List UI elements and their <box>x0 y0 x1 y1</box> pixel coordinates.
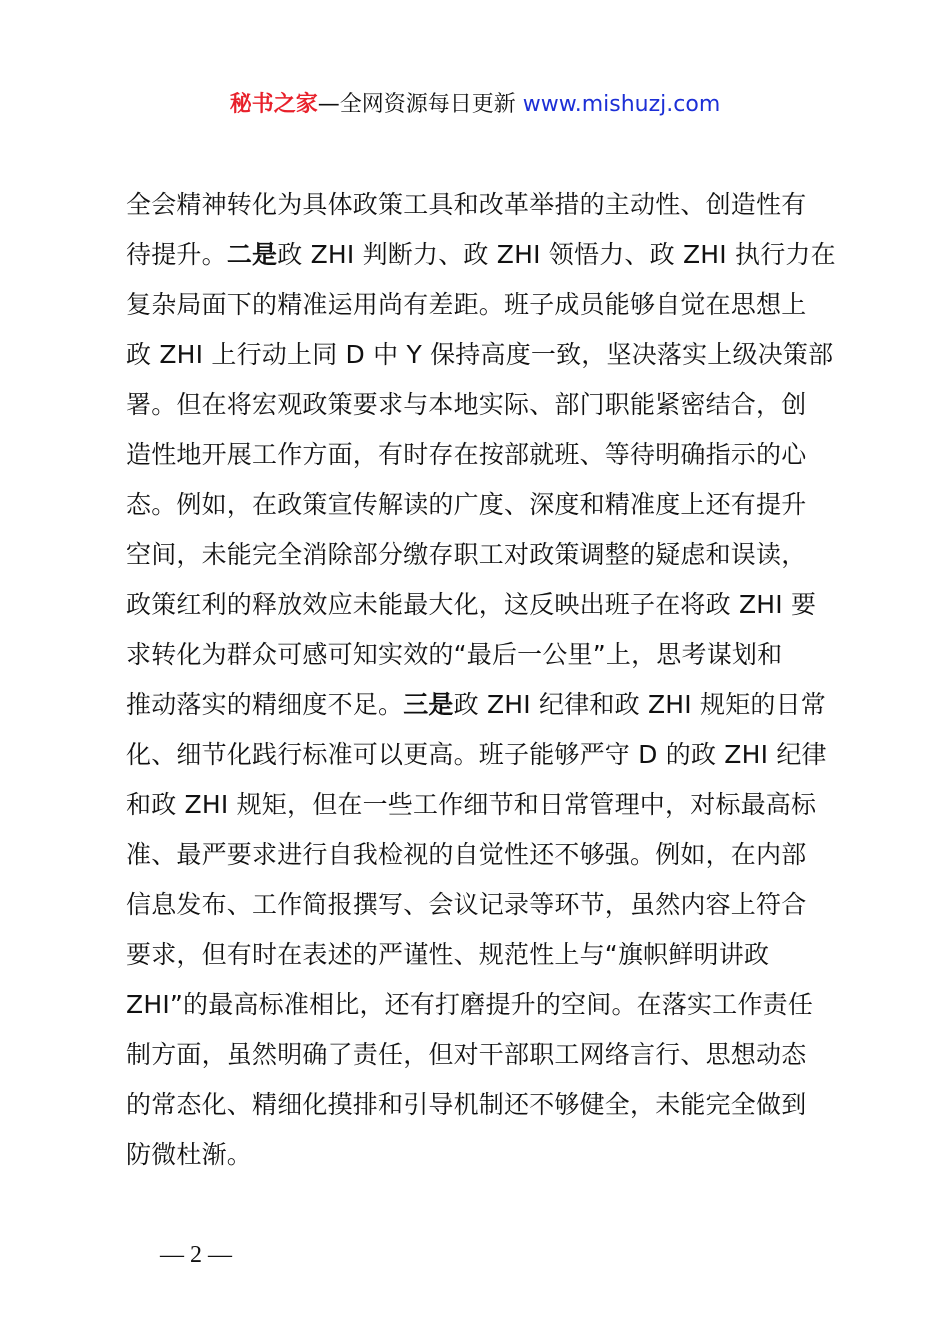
brand-name: 秘书之家 <box>229 92 318 117</box>
document-body <box>126 180 836 1180</box>
site-url-link[interactable]: www.mishuzj.com <box>522 92 721 117</box>
text-line <box>126 180 836 230</box>
text-line <box>126 730 836 780</box>
text-line <box>126 430 836 480</box>
text-line <box>126 630 836 680</box>
text-line <box>126 680 836 730</box>
text-segment: 全会精神转化为具体政策工具和改革举措的主动性、创造性有 <box>126 190 807 219</box>
text-segment: 复杂局面下的精准运用尚有差距。班子成员能够自觉在思想上 <box>126 290 807 319</box>
bold-lead-phrase: 三是 <box>403 690 454 719</box>
text-line <box>126 830 836 880</box>
text-segment: 政 ZHI 判断力、政 ZHI 领悟力、政 ZHI 执行力在 <box>277 240 836 269</box>
text-line <box>126 380 836 430</box>
text-segment: 信息发布、工作简报撰写、会议记录等环节，虽然内容上符合 <box>126 890 807 919</box>
text-line <box>126 280 836 330</box>
text-segment: 和政 ZHI 规矩，但在一些工作细节和日常管理中，对标最高标 <box>126 790 817 819</box>
text-segment: ZHI”的最高标准相比，还有打磨提升的空间。在落实工作责任 <box>126 990 814 1019</box>
text-segment: 推动落实的精细度不足。 <box>126 690 404 719</box>
text-line <box>126 880 836 930</box>
text-line <box>126 530 836 580</box>
site-header <box>0 88 950 122</box>
text-line <box>126 330 836 380</box>
page-number: — 2 — <box>160 1242 232 1268</box>
text-line <box>126 580 836 630</box>
text-segment: 的常态化、精细化摸排和引导机制还不够健全，未能完全做到 <box>126 1090 807 1119</box>
bold-lead-phrase: 二是 <box>226 240 278 269</box>
text-segment: 准、最严要求进行自我检视的自觉性还不够强。例如，在内部 <box>126 840 807 869</box>
text-line <box>126 480 836 530</box>
text-segment: 求转化为群众可感可知实效的“最后一公里”上，思考谋划和 <box>126 640 783 669</box>
text-segment: 制方面，虽然明确了责任，但对干部职工网络言行、思想动态 <box>126 1040 807 1069</box>
text-line <box>126 1030 836 1080</box>
text-line <box>126 1080 836 1130</box>
text-segment: 署。但在将宏观政策要求与本地实际、部门职能紧密结合，创 <box>126 390 807 419</box>
header-tagline: —全网资源每日更新 <box>317 92 516 117</box>
text-line <box>126 230 836 280</box>
text-segment: 政策红利的释放效应未能最大化，这反映出班子在将政 ZHI 要 <box>126 590 817 619</box>
text-line <box>126 780 836 830</box>
text-segment: 政 ZHI 上行动上同 D 中 Y 保持高度一致，坚决落实上级决策部 <box>126 340 834 369</box>
text-segment: 政 ZHI 纪律和政 ZHI 规矩的日常 <box>453 690 826 719</box>
text-segment: 造性地开展工作方面，有时存在按部就班、等待明确指示的心 <box>126 440 807 469</box>
text-segment: 化、细节化践行标准可以更高。班子能够严守 D 的政 ZHI 纪律 <box>126 740 827 769</box>
text-line <box>126 980 836 1030</box>
text-segment: 待提升。 <box>126 240 227 269</box>
text-segment: 态。例如，在政策宣传解读的广度、深度和精准度上还有提升 <box>126 490 807 519</box>
text-segment: 要求，但有时在表述的严谨性、规范性上与“旗帜鲜明讲政 <box>126 940 770 969</box>
text-segment: 空间，未能完全消除部分缴存职工对政策调整的疑虑和误读， <box>126 540 807 569</box>
text-line <box>126 930 836 980</box>
text-line <box>126 1130 836 1180</box>
text-segment: 防微杜渐。 <box>126 1140 253 1169</box>
